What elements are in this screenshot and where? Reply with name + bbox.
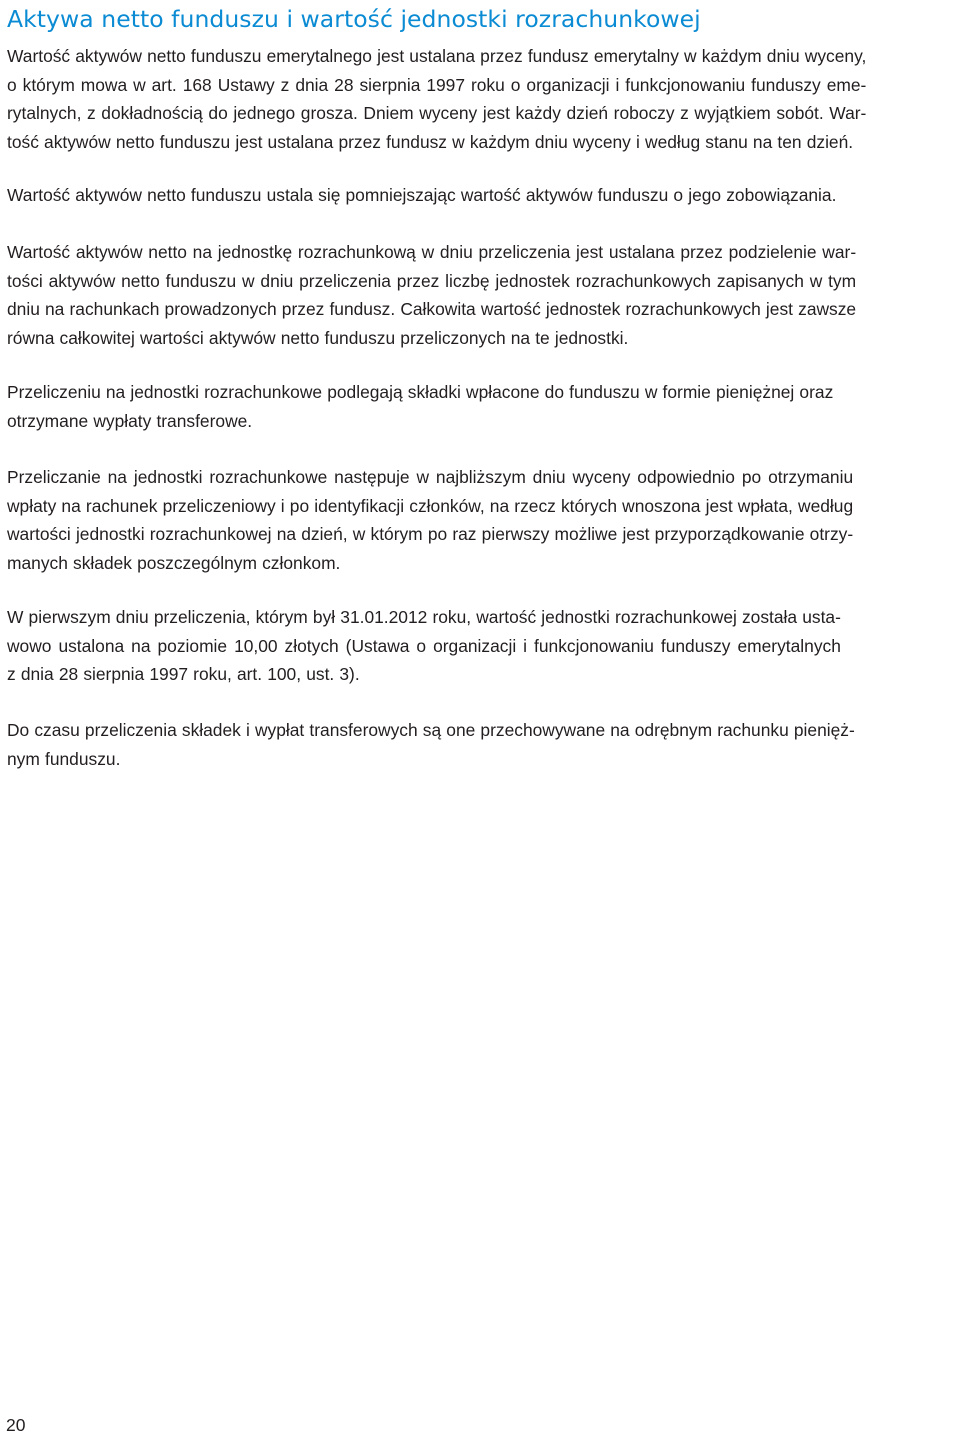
page-number: 20 (6, 1415, 26, 1435)
paragraph-line: manych składek poszczególnym członkom. (7, 552, 341, 573)
paragraph-line: Do czasu przeliczenia składek i wypłat transferowych są one przechowywane na odrębnym rachunku pienięż- (7, 720, 855, 740)
section-title: Aktywa netto funduszu i wartość jednostki rozrachunkowej (7, 5, 701, 33)
paragraph-line: wpłaty na rachunek przeliczeniowy i po identyfikacji członków, na rzecz których wnoszona jest wpłata, według (7, 495, 854, 516)
paragraph-line: o którym mowa w art. 168 Ustawy z dnia 28 sierpnia 1997 roku o organizacji i funkcjonowaniu funduszy eme- (7, 74, 867, 95)
paragraph-line: z dnia 28 sierpnia 1997 roku, art. 100, ust. 3). (7, 664, 360, 684)
paragraph-storage-account (7, 716, 855, 773)
paragraph-line: otrzymane wypłaty transferowe. (7, 410, 253, 431)
paragraph-line: dniu na rachunkach prowadzonych przez fundusz. Całkowita wartość jednostek rozrachunkowych jest zawsze (7, 299, 857, 319)
paragraph-conversion-timing (7, 463, 853, 577)
paragraph-conversion-subject (7, 378, 833, 435)
paragraph-line: tość aktywów netto funduszu jest ustalana przez fundusz w każdym dniu wyceny i według stanu na ten dzień. (7, 131, 854, 152)
document-page (7, 0, 957, 769)
paragraph-line: wowo ustalona na poziomie 10,00 złotych (Ustawa o organizacji i funkcjonowaniu funduszy emerytalnych (7, 635, 841, 656)
paragraph-line: Wartość aktywów netto funduszu ustala się pomniejszając wartość aktywów funduszu o jego zobowiązania. (7, 185, 837, 205)
paragraph-line: nym funduszu. (7, 748, 121, 769)
paragraph-unit-value (7, 238, 856, 352)
paragraph-line: wartości jednostki rozrachunkowej na dzień, w którym po raz pierwszy możliwe jest przyporządkowanie otrzy- (7, 524, 854, 544)
paragraph-line: rytalnych, z dokładnością do jednego grosza. Dniem wyceny jest każdy dzień roboczy z wyjątkiem sobót. War- (7, 103, 867, 123)
paragraph-line: Wartość aktywów netto funduszu emerytalnego jest ustalana przez fundusz emerytalny w każdym dniu wyceny, (7, 46, 867, 66)
paragraph-net-assets-valuation (7, 42, 866, 156)
paragraph-line: Przeliczeniu na jednostki rozrachunkowe podlegają składki wpłacone do funduszu w formie pieniężnej oraz (7, 382, 834, 402)
paragraph-line: równa całkowitej wartości aktywów netto funduszu przeliczonych na te jednostki. (7, 327, 629, 348)
paragraph-net-assets-definition (7, 181, 836, 210)
paragraph-line: Przeliczanie na jednostki rozrachunkowe następuje w najbliższym dniu wyceny odpowiednio po otrzymaniu (7, 467, 854, 487)
paragraph-line: W pierwszym dniu przeliczenia, którym był 31.01.2012 roku, wartość jednostki rozrachunkowej została usta- (7, 607, 841, 627)
paragraph-line: Wartość aktywów netto na jednostkę rozrachunkową w dniu przeliczenia jest ustalana przez podzielenie war- (7, 242, 857, 262)
paragraph-line: tości aktywów netto funduszu w dniu przeliczenia przez liczbę jednostek rozrachunkowych zapisanych w tym (7, 270, 857, 291)
paragraph-initial-unit-value (7, 603, 841, 689)
